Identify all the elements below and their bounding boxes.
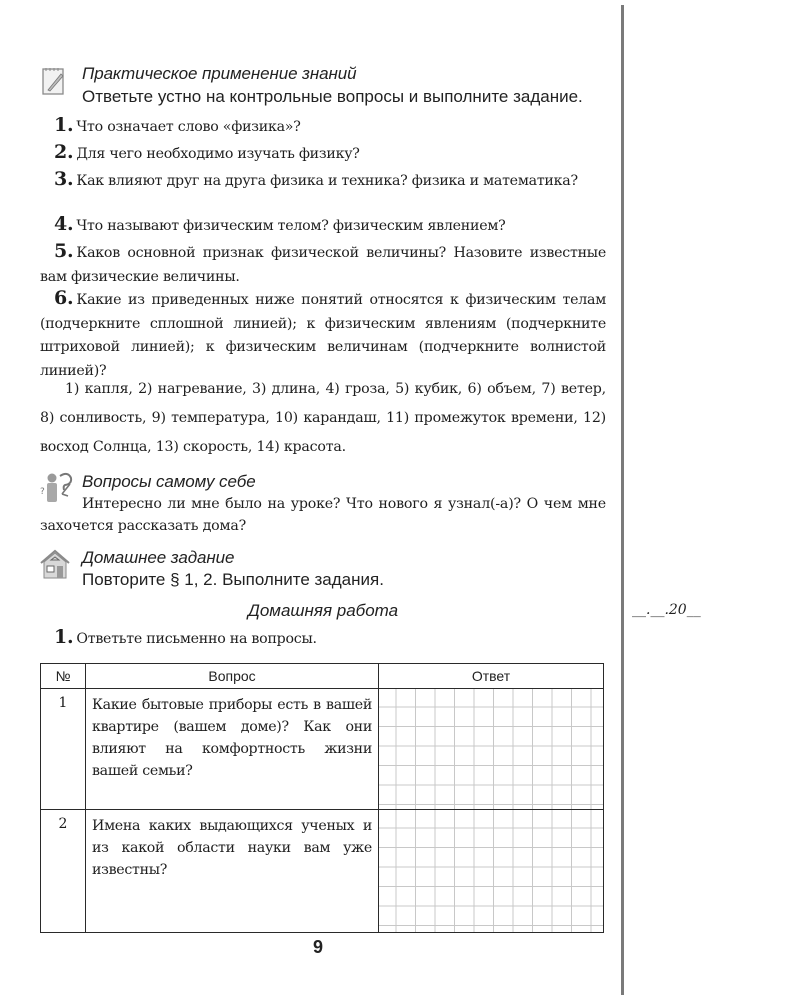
question-5: 5. Каков основной признак физической величины? Назовите известные вам физические величины. — [40, 240, 606, 285]
self-questions-title: Вопросы самому себе — [82, 472, 256, 491]
question-6: 6. Какие из приведенных ниже понятий относятся к физическим телам (подчеркните сплошной линией); к физическим явлениям (подчеркните штриховой линией); к физическим величинам (подчеркните волнистой линией)? — [40, 287, 606, 379]
svg-text:?: ? — [40, 487, 45, 497]
answer-grid-area[interactable] — [379, 689, 604, 810]
question-2: 2. Для чего необходимо изучать физику? — [54, 141, 360, 163]
table-row — [41, 810, 604, 933]
homework-title: Домашняя работа — [247, 601, 399, 620]
question-4: 4. Что называют физическим телом? физическим явлением? — [54, 213, 506, 235]
homework-task-title: Домашнее задание — [82, 548, 235, 567]
concepts-list: 1) капля, 2) нагревание, 3) длина, 4) гроза, 5) кубик, 6) объем, 7) ветер, 8) сонливость, 9) температура, 10) карандаш, 11) промежуток времени, 12) восход Солнца, 13) скорость, 14) красота. — [40, 381, 606, 455]
margin-rule — [621, 5, 624, 995]
question-1: 1. Что означает слово «физика»? — [54, 114, 301, 136]
row-question: Имена каких выдающихся ученых и из какой области науки вам уже известны? — [86, 810, 379, 933]
answer-grid-area[interactable] — [379, 810, 604, 933]
column-header-question: Вопрос — [86, 664, 379, 689]
row-number: 2 — [41, 810, 86, 933]
table-row — [41, 689, 604, 810]
self-questions-text: Интересно ли мне было на уроке? Что нового я узнал(-а)? О чем мне захочется рассказать дома? — [40, 496, 606, 534]
question-3: 3. Как влияют друг на друга физика и техника? физика и математика? — [54, 168, 578, 190]
row-number: 1 — [41, 689, 86, 810]
page-number: 9 — [313, 937, 324, 957]
homework-task-text: Повторите § 1, 2. Выполните задания. — [82, 570, 384, 589]
row-question: Какие бытовые приборы есть в вашей квартире (вашем доме)? Как они влияют на комфортность жизни вашей семьи? — [86, 689, 379, 810]
notepad-pencil-icon — [42, 66, 66, 96]
house-icon — [39, 548, 71, 580]
homework-task-1: 1. Ответьте письменно на вопросы. — [54, 626, 317, 648]
date-field[interactable]: __.__.20__ — [632, 602, 701, 618]
practice-instruction: Ответьте устно на контрольные вопросы и выполните задание. — [82, 87, 583, 106]
column-header-number: № — [41, 664, 86, 689]
homework-table — [40, 663, 604, 933]
column-header-answer: Ответ — [379, 664, 604, 689]
practice-section-title: Практическое применение знаний — [82, 64, 357, 83]
